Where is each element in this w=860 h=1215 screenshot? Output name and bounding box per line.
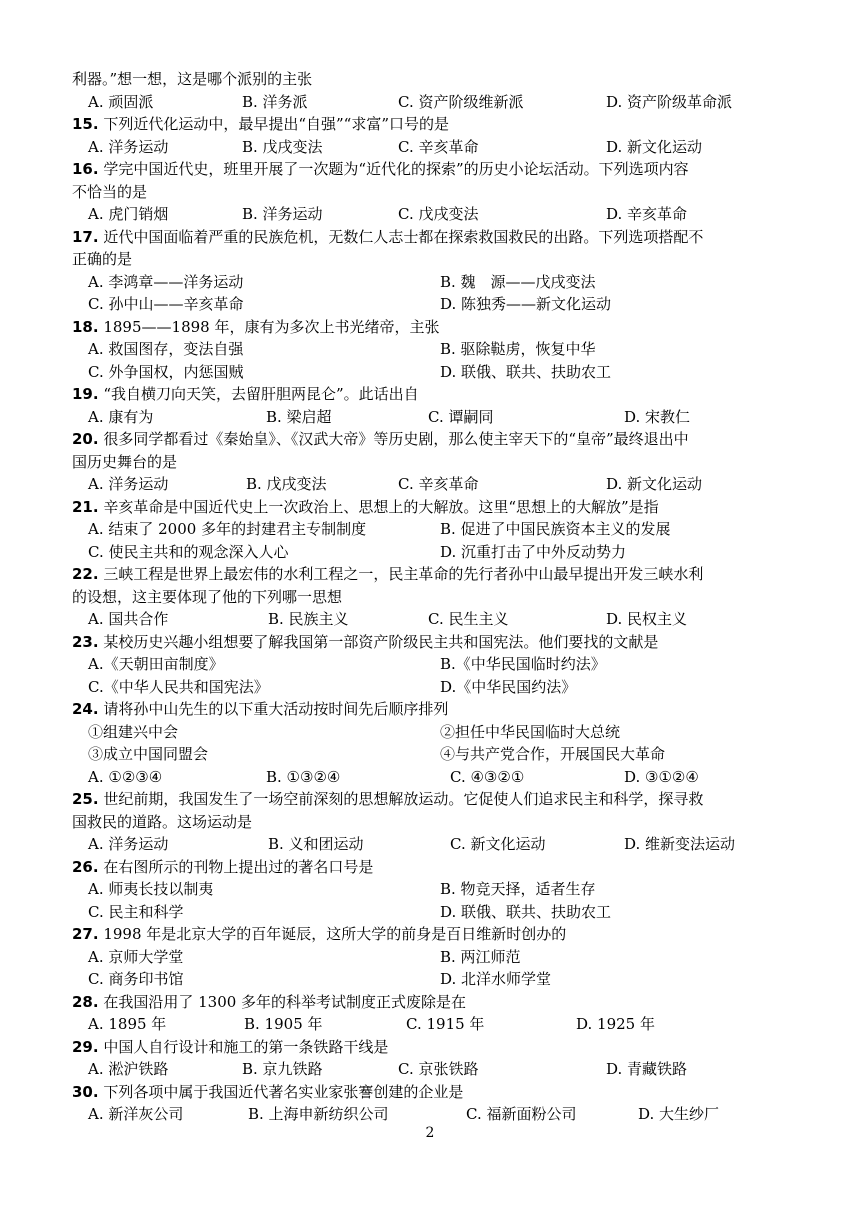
question-text: 的设想，这主要体现了他的下列哪一思想 bbox=[72, 587, 343, 606]
answer-option: A. 新洋灰公司 bbox=[88, 1105, 184, 1123]
question-stem bbox=[72, 496, 802, 518]
question-number: 21. bbox=[72, 497, 99, 516]
question-number: 20. bbox=[72, 430, 99, 448]
option-row bbox=[72, 473, 802, 495]
question-text: 下列近代化运动中，最早提出“自强”“求富”口号的是 bbox=[98, 115, 450, 133]
answer-option: C. 商务印书馆 bbox=[88, 970, 184, 988]
answer-option: C. 新文化运动 bbox=[450, 835, 546, 853]
option-row bbox=[72, 833, 802, 855]
option-row bbox=[72, 766, 802, 788]
question-number: 26. bbox=[72, 857, 99, 876]
option-row bbox=[72, 608, 802, 630]
answer-option: ②担任中华民国临时大总统 bbox=[440, 722, 621, 741]
answer-option: B. 1905 年 bbox=[244, 1015, 323, 1033]
answer-option: D. ③①②④ bbox=[624, 767, 699, 786]
question-text: 中国人自行设计和施工的第一条铁路干线是 bbox=[98, 1037, 389, 1056]
answer-option: D. 维新变法运动 bbox=[624, 835, 736, 853]
option-row bbox=[72, 361, 802, 383]
answer-option: D. 新文化运动 bbox=[606, 137, 703, 156]
option-row bbox=[72, 1058, 802, 1080]
answer-option: B.《中华民国临时约法》 bbox=[440, 655, 606, 673]
question-text-continuation bbox=[72, 586, 802, 608]
question-stem bbox=[72, 383, 802, 405]
question-text: 某校历史兴趣小组想要了解我国第一部资产阶级民主共和国宪法。他们要找的文献是 bbox=[98, 632, 659, 651]
question-number: 28. bbox=[72, 992, 99, 1011]
answer-option: A. 洋务运动 bbox=[88, 835, 169, 853]
question-text: 1998 年是北京大学的百年诞辰，这所大学的前身是百日维新时创办的 bbox=[98, 925, 567, 943]
answer-option: B. 两江师范 bbox=[440, 947, 521, 966]
answer-option: C. 民主和科学 bbox=[88, 902, 184, 921]
answer-option: C. 孙中山——辛亥革命 bbox=[88, 295, 244, 313]
question-text-continuation bbox=[72, 181, 802, 203]
answer-option: C. 外争国权，内惩国贼 bbox=[88, 362, 244, 381]
answer-option: B. 洋务运动 bbox=[242, 205, 323, 223]
answer-option: D. 大生纱厂 bbox=[638, 1105, 720, 1123]
question-text: 请将孙中山先生的以下重大活动按时间先后顺序排列 bbox=[98, 700, 449, 718]
answer-option: A. 国共合作 bbox=[88, 610, 169, 628]
question-text: 辛亥革命是中国近代史上一次政治上、思想上的大解放。这里“思想上的大解放”是指 bbox=[98, 497, 659, 516]
answer-option: D. 新文化运动 bbox=[606, 475, 703, 493]
answer-option: A. 洋务运动 bbox=[88, 137, 169, 156]
answer-option: B. 促进了中国民族资本主义的发展 bbox=[440, 520, 671, 538]
question-text: “我自横刀向天笑，去留肝胆两昆仑”。此话出自 bbox=[98, 385, 419, 403]
option-row bbox=[72, 743, 802, 765]
question-text-continuation bbox=[72, 248, 802, 270]
answer-option: C. ④③②① bbox=[450, 767, 525, 786]
answer-option: A. 1895 年 bbox=[88, 1015, 167, 1033]
question-number: 30. bbox=[72, 1082, 99, 1101]
question-stem bbox=[72, 226, 802, 248]
question-text: 1895——1898 年，康有为多次上书光绪帝，主张 bbox=[98, 317, 440, 336]
answer-option: A. 洋务运动 bbox=[88, 475, 169, 493]
question-stem bbox=[72, 856, 802, 878]
option-row bbox=[72, 946, 802, 968]
option-row bbox=[72, 878, 802, 900]
answer-option: D. 沉重打击了中外反动势力 bbox=[440, 542, 627, 561]
answer-option: D. 联俄、联共、扶助农工 bbox=[440, 902, 612, 921]
question-number: 16. bbox=[72, 160, 99, 178]
question-text: 很多同学都看过《秦始皇》、《汉武大帝》等历史剧，那么使主宰天下的“皇帝”最终退出中 bbox=[98, 430, 689, 448]
option-row bbox=[72, 901, 802, 923]
question-text: 国历史舞台的是 bbox=[72, 452, 178, 471]
answer-option: ①组建兴中会 bbox=[88, 722, 179, 741]
question-stem bbox=[72, 316, 802, 338]
answer-option: C. 辛亥革命 bbox=[398, 475, 479, 493]
question-number: 22. bbox=[72, 565, 99, 583]
answer-option: A. 李鸿章——洋务运动 bbox=[88, 272, 244, 291]
answer-option: C. 戊戌变法 bbox=[398, 205, 479, 223]
option-row bbox=[72, 968, 802, 990]
answer-option: C. 谭嗣同 bbox=[428, 407, 494, 426]
answer-option: A. ①②③④ bbox=[88, 767, 163, 786]
question-text-continuation bbox=[72, 811, 802, 833]
question-number: 24. bbox=[72, 700, 99, 718]
answer-option: A. 康有为 bbox=[88, 407, 154, 426]
answer-option: B. 上海申新纺织公司 bbox=[248, 1105, 389, 1123]
answer-option: A. 结束了 2000 多年的封建君主专制制度 bbox=[88, 520, 367, 538]
question-number: 15. bbox=[72, 115, 99, 133]
answer-option: B. 洋务派 bbox=[242, 92, 308, 111]
answer-option: D. 资产阶级革命派 bbox=[606, 92, 733, 111]
answer-option: D. 陈独秀——新文化运动 bbox=[440, 295, 612, 313]
question-stem bbox=[72, 991, 802, 1013]
answer-option: D. 青藏铁路 bbox=[606, 1060, 688, 1078]
option-row bbox=[72, 541, 802, 563]
question-stem bbox=[72, 923, 802, 945]
question-stem bbox=[72, 428, 802, 450]
question-number: 19. bbox=[72, 385, 99, 403]
page-number: 2 bbox=[425, 1125, 435, 1141]
question-number: 25. bbox=[72, 790, 99, 808]
question-text: 学完中国近代史，班里开展了一次题为“近代化的探索”的历史小论坛活动。下列选项内容 bbox=[98, 160, 689, 178]
question-text: 三峡工程是世界上最宏伟的水利工程之一，民主革命的先行者孙中山最早提出开发三峡水利 bbox=[98, 565, 704, 583]
answer-option: C. 民生主义 bbox=[428, 610, 509, 628]
answer-option: D.《中华民国约法》 bbox=[440, 677, 577, 696]
option-row bbox=[72, 271, 802, 293]
question-stem bbox=[72, 113, 802, 135]
answer-option: C. 使民主共和的观念深入人心 bbox=[88, 542, 289, 561]
answer-option: D. 辛亥革命 bbox=[606, 205, 688, 223]
question-text-continuation bbox=[72, 68, 802, 90]
option-row bbox=[72, 406, 802, 428]
answer-option: A. 淞沪铁路 bbox=[88, 1060, 169, 1078]
question-number: 17. bbox=[72, 227, 99, 246]
option-row bbox=[72, 676, 802, 698]
option-row bbox=[72, 203, 802, 225]
answer-option: A.《天朝田亩制度》 bbox=[88, 655, 224, 673]
question-number: 18. bbox=[72, 317, 99, 336]
answer-option: B. 物竞天择，适者生存 bbox=[440, 880, 596, 898]
answer-option: C. 1915 年 bbox=[406, 1015, 485, 1033]
question-stem bbox=[72, 1081, 802, 1103]
answer-option: A. 救国图存，变法自强 bbox=[88, 340, 244, 358]
question-text: 利器。”想一想，这是哪个派别的主张 bbox=[72, 70, 313, 88]
question-stem bbox=[72, 788, 802, 810]
option-row bbox=[72, 518, 802, 540]
answer-option: B. 梁启超 bbox=[266, 407, 332, 426]
question-text: 世纪前期，我国发生了一场空前深刻的思想解放运动。它促使人们追求民主和科学，探寻救 bbox=[98, 790, 704, 808]
option-row bbox=[72, 1103, 802, 1125]
answer-option: D. 民权主义 bbox=[606, 610, 688, 628]
answer-option: B. 义和团运动 bbox=[268, 835, 364, 853]
answer-option: ④与共产党合作，开展国民大革命 bbox=[440, 745, 666, 763]
question-text: 国救民的道路。这场运动是 bbox=[72, 812, 253, 831]
option-row bbox=[72, 91, 802, 113]
question-text: 在右图所示的刊物上提出过的著名口号是 bbox=[98, 857, 374, 876]
question-text: 在我国沿用了 1300 多年的科举考试制度正式废除是在 bbox=[98, 992, 467, 1011]
answer-option: B. 民族主义 bbox=[268, 610, 349, 628]
question-number: 27. bbox=[72, 925, 99, 943]
answer-option: A. 虎门销烟 bbox=[88, 205, 169, 223]
question-text: 近代中国面临着严重的民族危机，无数仁人志士都在探索救国救民的出路。下列选项搭配不 bbox=[98, 227, 704, 246]
answer-option: D. 宋教仁 bbox=[624, 407, 691, 426]
answer-option: B. 戊戌变法 bbox=[246, 475, 327, 493]
answer-option: C. 资产阶级维新派 bbox=[398, 92, 524, 111]
question-stem bbox=[72, 631, 802, 653]
question-stem bbox=[72, 158, 802, 180]
answer-option: B. 戊戌变法 bbox=[242, 137, 323, 156]
question-number: 29. bbox=[72, 1037, 99, 1056]
answer-option: A. 顽固派 bbox=[88, 92, 154, 111]
answer-option: A. 师夷长技以制夷 bbox=[88, 880, 214, 898]
question-text: 下列各项中属于我国近代著名实业家张謇创建的企业是 bbox=[98, 1082, 464, 1101]
answer-option: ③成立中国同盟会 bbox=[88, 745, 209, 763]
answer-option: D. 北洋水师学堂 bbox=[440, 970, 552, 988]
answer-option: C. 辛亥革命 bbox=[398, 137, 479, 156]
answer-option: C. 福新面粉公司 bbox=[466, 1105, 577, 1123]
answer-option: B. ①③②④ bbox=[266, 767, 341, 786]
question-stem bbox=[72, 563, 802, 585]
question-text-continuation bbox=[72, 451, 802, 473]
answer-option: A. 京师大学堂 bbox=[88, 947, 184, 966]
answer-option: D. 联俄、联共、扶助农工 bbox=[440, 362, 612, 381]
answer-option: D. 1925 年 bbox=[576, 1015, 655, 1033]
question-stem bbox=[72, 1036, 802, 1058]
answer-option: B. 驱除鞑虏，恢复中华 bbox=[440, 340, 596, 358]
option-row bbox=[72, 136, 802, 158]
option-row bbox=[72, 653, 802, 675]
question-text: 正确的是 bbox=[72, 250, 133, 268]
question-text: 不恰当的是 bbox=[72, 182, 148, 201]
option-row bbox=[72, 338, 802, 360]
answer-option: C. 京张铁路 bbox=[398, 1060, 479, 1078]
option-row bbox=[72, 293, 802, 315]
answer-option: B. 京九铁路 bbox=[242, 1060, 323, 1078]
answer-option: B. 魏 源——戊戌变法 bbox=[440, 272, 596, 291]
answer-option: C.《中华人民共和国宪法》 bbox=[88, 677, 269, 696]
option-row bbox=[72, 721, 802, 743]
question-number: 23. bbox=[72, 632, 99, 651]
question-stem bbox=[72, 698, 802, 720]
option-row bbox=[72, 1013, 802, 1035]
